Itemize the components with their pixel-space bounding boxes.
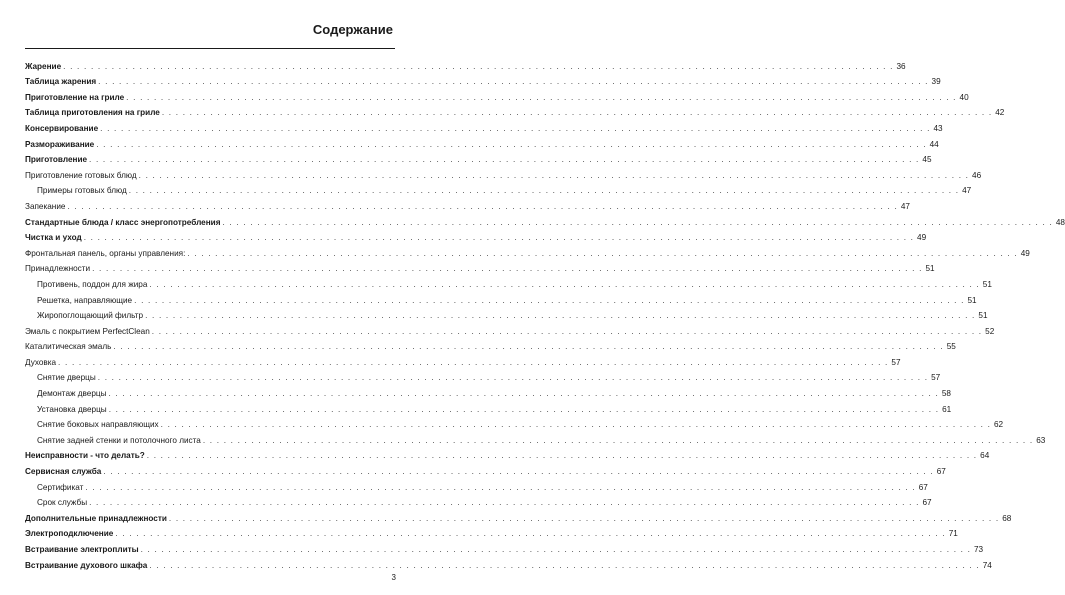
toc-entry[interactable]	[25, 477, 928, 493]
toc-leader-dots: . . . . . . . . . . . . . . . . . . . . . . . . . . . . . . . . . . . . . . . . . . . . . . . . . . . . . . . . . . . . . . . . . . . . . . . . . . . . . . . . . . . . . . . . . . . . . . . . . . . . . . . . . . . . . . . . . . . . . . . .	[161, 108, 993, 118]
toc-leader-dots: . . . . . . . . . . . . . . . . . . . . . . . . . . . . . . . . . . . . . . . . . . . . . . . . . . . . . . . . . . . . . . . . . . . . . . . . . . . . . . . . . . . . . . . . . . . . . . . . . . . . . . . . . . . . . . . . . . . . . . . .	[149, 560, 980, 570]
toc-entry[interactable]	[25, 212, 1065, 228]
toc-entry-label: Чистка и уход	[25, 233, 82, 243]
toc-entry[interactable]	[25, 243, 1030, 259]
toc-entry-page: 39	[931, 77, 941, 87]
toc-entry-page: 68	[1002, 513, 1012, 523]
toc-entry[interactable]	[25, 368, 941, 384]
toc-entry-page: 67	[936, 467, 946, 477]
toc-leader-dots: . . . . . . . . . . . . . . . . . . . . . . . . . . . . . . . . . . . . . . . . . . . . . . . . . . . . . . . . . . . . . . . . . . . . . . . . . . . . . . . . . . . . . . . . . . . . . . . . . . . . . . . . . . . . . . . . . . . . . . . .	[103, 467, 934, 477]
toc-entry-page: 67	[922, 498, 932, 508]
toc-entry[interactable]	[25, 118, 943, 134]
toc-entry-page: 46	[972, 170, 982, 180]
toc-entry[interactable]	[25, 72, 941, 88]
toc-leader-dots: . . . . . . . . . . . . . . . . . . . . . . . . . . . . . . . . . . . . . . . . . . . . . . . . . . . . . . . . . . . . . . . . . . . . . . . . . . . . . . . . . . . . . . . . . . . . . . . . . . . . . . . . . . . . . . . . . . . . . . . .	[96, 139, 927, 149]
toc-entry-page: 47	[962, 186, 972, 196]
toc-entry-label: Примеры готовых блюд	[37, 186, 127, 196]
toc-entry-label: Приготовление	[25, 155, 88, 165]
toc-entry-label: Размораживание	[25, 139, 95, 149]
toc-leader-dots: . . . . . . . . . . . . . . . . . . . . . . . . . . . . . . . . . . . . . . . . . . . . . . . . . . . . . . . . . . . . . . . . . . . . . . . . . . . . . . . . . . . . . . . . . . . . . . . . . . . . . . . . . . . . . . . . . . . . . . . .	[89, 155, 920, 165]
toc-entry-label: Принадлежности	[25, 264, 91, 274]
toc-entry-label: Решетка, направляющие	[37, 295, 133, 305]
toc-leader-dots: . . . . . . . . . . . . . . . . . . . . . . . . . . . . . . . . . . . . . . . . . . . . . . . . . . . . . . . . . . . . . . . . . . . . . . . . . . . . . . . . . . . . . . . . . . . . . . . . . . . . . . . . . . . . . . . . . . . . . . . .	[85, 482, 916, 492]
toc-entry-page: 49	[917, 233, 927, 243]
toc-leader-dots: . . . . . . . . . . . . . . . . . . . . . . . . . . . . . . . . . . . . . . . . . . . . . . . . . . . . . . . . . . . . . . . . . . . . . . . . . . . . . . . . . . . . . . . . . . . . . . . . . . . . . . . . . . . . . . . . . . . . . . . .	[222, 217, 1053, 227]
toc-entry[interactable]	[25, 274, 992, 290]
toc-leader-dots: . . . . . . . . . . . . . . . . . . . . . . . . . . . . . . . . . . . . . . . . . . . . . . . . . . . . . . . . . . . . . . . . . . . . . . . . . . . . . . . . . . . . . . . . . . . . . . . . . . . . . . . . . . . . . . . . . . . . . . . .	[187, 248, 1018, 258]
toc-entry-label: Противень, поддон для жира	[37, 279, 148, 289]
toc-entry[interactable]	[25, 181, 972, 197]
toc-leader-dots: . . . . . . . . . . . . . . . . . . . . . . . . . . . . . . . . . . . . . . . . . . . . . . . . . . . . . . . . . . . . . . . . . . . . . . . . . . . . . . . . . . . . . . . . . . . . . . . . . . . . . . . . . . . . . . . . . . . . . . . .	[115, 529, 946, 539]
toc-leader-dots: . . . . . . . . . . . . . . . . . . . . . . . . . . . . . . . . . . . . . . . . . . . . . . . . . . . . . . . . . . . . . . . . . . . . . . . . . . . . . . . . . . . . . . . . . . . . . . . . . . . . . . . . . . . . . . . . . . . . . . . .	[202, 435, 1034, 445]
toc-leader-dots: . . . . . . . . . . . . . . . . . . . . . . . . . . . . . . . . . . . . . . . . . . . . . . . . . . . . . . . . . . . . . . . . . . . . . . . . . . . . . . . . . . . . . . . . . . . . . . . . . . . . . . . . . . . . . . . . . . . . . . . .	[63, 61, 894, 71]
toc-entry[interactable]	[25, 134, 939, 150]
toc-entry-label: Снятие боковых направляющих	[37, 420, 159, 430]
toc-entry-label: Дополнительные принадлежности	[25, 513, 167, 523]
toc-entry-page: 51	[978, 311, 988, 321]
toc-entry[interactable]	[25, 493, 932, 509]
toc-entry-page: 36	[896, 61, 906, 71]
toc-leader-dots: . . . . . . . . . . . . . . . . . . . . . . . . . . . . . . . . . . . . . . . . . . . . . . . . . . . . . . . . . . . . . . . . . . . . . . . . . . . . . . . . . . . . . . . . . . . . . . . . . . . . . . . . . . . . . . . . . . . . . . . .	[128, 186, 960, 196]
toc-entry-page: 55	[946, 342, 956, 352]
toc-entry-label: Таблица приготовления на гриле	[25, 108, 160, 118]
toc-entry[interactable]	[25, 415, 1004, 431]
toc-entry[interactable]	[25, 524, 958, 540]
toc-leader-dots: . . . . . . . . . . . . . . . . . . . . . . . . . . . . . . . . . . . . . . . . . . . . . . . . . . . . . . . . . . . . . . . . . . . . . . . . . . . . . . . . . . . . . . . . . . . . . . . . . . . . . . . . . . . . . . . . . . . . . . . .	[92, 264, 923, 274]
toc-entry-label: Эмаль с покрытием PerfectClean	[25, 326, 150, 336]
toc-leader-dots: . . . . . . . . . . . . . . . . . . . . . . . . . . . . . . . . . . . . . . . . . . . . . . . . . . . . . . . . . . . . . . . . . . . . . . . . . . . . . . . . . . . . . . . . . . . . . . . . . . . . . . . . . . . . . . . . . . . . . . . .	[58, 357, 889, 367]
toc-entry[interactable]	[25, 165, 982, 181]
toc-entry-page: 58	[941, 389, 951, 399]
toc-entry-page: 57	[891, 357, 901, 367]
toc-entry-label: Приготовление на гриле	[25, 92, 125, 102]
toc-leader-dots: . . . . . . . . . . . . . . . . . . . . . . . . . . . . . . . . . . . . . . . . . . . . . . . . . . . . . . . . . . . . . . . . . . . . . . . . . . . . . . . . . . . . . . . . . . . . . . . . . . . . . . . . . . . . . . . . . . . . . . . .	[160, 420, 992, 430]
toc-leader-dots: . . . . . . . . . . . . . . . . . . . . . . . . . . . . . . . . . . . . . . . . . . . . . . . . . . . . . . . . . . . . . . . . . . . . . . . . . . . . . . . . . . . . . . . . . . . . . . . . . . . . . . . . . . . . . . . . . . . . . . . .	[151, 326, 983, 336]
toc-entry-label: Сервисная служба	[25, 467, 102, 477]
toc-leader-dots: . . . . . . . . . . . . . . . . . . . . . . . . . . . . . . . . . . . . . . . . . . . . . . . . . . . . . . . . . . . . . . . . . . . . . . . . . . . . . . . . . . . . . . . . . . . . . . . . . . . . . . . . . . . . . . . . . . . . . . . .	[146, 451, 978, 461]
toc-entry-label: Стандартные блюда / класс энергопотребления	[25, 217, 221, 227]
toc-entry-label: Запекание	[25, 201, 66, 211]
toc-entry-page: 51	[925, 264, 935, 274]
toc-entry-page: 62	[993, 420, 1004, 430]
toc-leader-dots: . . . . . . . . . . . . . . . . . . . . . . . . . . . . . . . . . . . . . . . . . . . . . . . . . . . . . . . . . . . . . . . . . . . . . . . . . . . . . . . . . . . . . . . . . . . . . . . . . . . . . . . . . . . . . . . . . . . . . . . .	[108, 389, 939, 399]
toc-entry-label: Фронтальная панель, органы управления:	[25, 248, 186, 258]
toc-entry-label: Встраивание духового шкафа	[25, 560, 148, 570]
toc-entry-page: 49	[1020, 248, 1030, 258]
toc-entry-label: Жарение	[25, 61, 62, 71]
toc-leader-dots: . . . . . . . . . . . . . . . . . . . . . . . . . . . . . . . . . . . . . . . . . . . . . . . . . . . . . . . . . . . . . . . . . . . . . . . . . . . . . . . . . . . . . . . . . . . . . . . . . . . . . . . . . . . . . . . . . . . . . . . .	[97, 373, 929, 383]
toc-entry[interactable]	[25, 321, 995, 337]
toc-entry[interactable]	[25, 555, 992, 571]
toc-entry-page: 61	[942, 404, 952, 414]
toc-leader-dots: . . . . . . . . . . . . . . . . . . . . . . . . . . . . . . . . . . . . . . . . . . . . . . . . . . . . . . . . . . . . . . . . . . . . . . . . . . . . . . . . . . . . . . . . . . . . . . . . . . . . . . . . . . . . . . . . . . . . . . . .	[83, 233, 915, 243]
toc-entry-page: 57	[931, 373, 941, 383]
toc-entry-label: Сертификат	[37, 482, 84, 492]
toc-entry[interactable]	[25, 103, 1005, 119]
toc-entry[interactable]	[25, 539, 984, 555]
toc-entry-label: Приготовление готовых блюд	[25, 170, 137, 180]
toc-leader-dots: . . . . . . . . . . . . . . . . . . . . . . . . . . . . . . . . . . . . . . . . . . . . . . . . . . . . . . . . . . . . . . . . . . . . . . . . . . . . . . . . . . . . . . . . . . . . . . . . . . . . . . . . . . . . . . . . . . . . . . . .	[140, 545, 972, 554]
toc-entry-label: Таблица жарения	[25, 77, 97, 87]
page-number: 3	[391, 573, 396, 582]
toc-entry-label: Электроподключение	[25, 529, 114, 539]
toc-entry[interactable]	[25, 461, 946, 477]
toc-entry-page: 67	[918, 482, 928, 492]
toc-entry[interactable]	[25, 446, 990, 462]
toc-entry[interactable]	[25, 228, 927, 244]
toc-entry[interactable]	[25, 259, 935, 275]
toc-entry-page: 64	[980, 451, 990, 461]
toc-leader-dots: . . . . . . . . . . . . . . . . . . . . . . . . . . . . . . . . . . . . . . . . . . . . . . . . . . . . . . . . . . . . . . . . . . . . . . . . . . . . . . . . . . . . . . . . . . . . . . . . . . . . . . . . . . . . . . . . . . . . . . . .	[67, 201, 898, 211]
toc-entry-page: 63	[1036, 435, 1046, 445]
toc-entry-label: Демонтаж дверцы	[37, 389, 107, 399]
toc-entry[interactable]	[25, 290, 977, 306]
toc-entry[interactable]	[25, 150, 932, 166]
toc-entry[interactable]	[25, 508, 1012, 524]
toc-entry-page: 43	[933, 123, 943, 133]
toc-leader-dots: . . . . . . . . . . . . . . . . . . . . . . . . . . . . . . . . . . . . . . . . . . . . . . . . . . . . . . . . . . . . . . . . . . . . . . . . . . . . . . . . . . . . . . . . . . . . . . . . . . . . . . . . . . . . . . . . . . . . . . . .	[168, 513, 1000, 523]
toc-entry[interactable]	[25, 196, 910, 212]
toc-entry[interactable]	[25, 56, 906, 72]
toc-entry-page: 74	[982, 560, 992, 570]
toc-leader-dots: . . . . . . . . . . . . . . . . . . . . . . . . . . . . . . . . . . . . . . . . . . . . . . . . . . . . . . . . . . . . . . . . . . . . . . . . . . . . . . . . . . . . . . . . . . . . . . . . . . . . . . . . . . . . . . . . . . . . . . . .	[126, 92, 957, 102]
toc-entry[interactable]	[25, 306, 988, 322]
toc-entry-page: 40	[959, 92, 969, 102]
toc-entry-label: Снятие задней стенки и потолочного листа	[37, 435, 201, 445]
toc-leader-dots: . . . . . . . . . . . . . . . . . . . . . . . . . . . . . . . . . . . . . . . . . . . . . . . . . . . . . . . . . . . . . . . . . . . . . . . . . . . . . . . . . . . . . . . . . . . . . . . . . . . . . . . . . . . . . . . . . . . . . . . .	[149, 279, 980, 289]
toc-entry-page: 42	[995, 108, 1005, 118]
toc-entry[interactable]	[25, 430, 1046, 446]
page-title: Содержание	[312, 22, 393, 37]
toc-leader-dots: . . . . . . . . . . . . . . . . . . . . . . . . . . . . . . . . . . . . . . . . . . . . . . . . . . . . . . . . . . . . . . . . . . . . . . . . . . . . . . . . . . . . . . . . . . . . . . . . . . . . . . . . . . . . . . . . . . . . . . . .	[100, 123, 931, 133]
toc-entry-label: Встраивание электроплиты	[25, 545, 139, 554]
toc-entry-page: 48	[1055, 217, 1065, 227]
toc-leader-dots: . . . . . . . . . . . . . . . . . . . . . . . . . . . . . . . . . . . . . . . . . . . . . . . . . . . . . . . . . . . . . . . . . . . . . . . . . . . . . . . . . . . . . . . . . . . . . . . . . . . . . . . . . . . . . . . . . . . . . . . .	[113, 342, 944, 352]
toc-entry-label: Каталитическая эмаль	[25, 342, 112, 352]
toc-leader-dots: . . . . . . . . . . . . . . . . . . . . . . . . . . . . . . . . . . . . . . . . . . . . . . . . . . . . . . . . . . . . . . . . . . . . . . . . . . . . . . . . . . . . . . . . . . . . . . . . . . . . . . . . . . . . . . . . . . . . . . . .	[145, 311, 976, 321]
toc-entry[interactable]	[25, 352, 901, 368]
toc-entry-label: Неисправности - что делать?	[25, 451, 145, 461]
toc-entry-page: 45	[922, 155, 932, 165]
toc-entry-label: Консервирование	[25, 123, 99, 133]
toc-entry-label: Духовка	[25, 357, 57, 367]
toc-entry[interactable]	[25, 383, 951, 399]
toc-entry-label: Установка дверцы	[37, 404, 107, 414]
toc-entry-label: Срок службы	[37, 498, 88, 508]
page-header	[25, 18, 395, 49]
toc-entry-page: 73	[973, 545, 984, 554]
toc-leader-dots: . . . . . . . . . . . . . . . . . . . . . . . . . . . . . . . . . . . . . . . . . . . . . . . . . . . . . . . . . . . . . . . . . . . . . . . . . . . . . . . . . . . . . . . . . . . . . . . . . . . . . . . . . . . . . . . . . . . . . . . .	[134, 295, 965, 305]
table-of-contents	[25, 56, 1065, 571]
toc-leader-dots: . . . . . . . . . . . . . . . . . . . . . . . . . . . . . . . . . . . . . . . . . . . . . . . . . . . . . . . . . . . . . . . . . . . . . . . . . . . . . . . . . . . . . . . . . . . . . . . . . . . . . . . . . . . . . . . . . . . . . . . .	[138, 170, 970, 180]
toc-leader-dots: . . . . . . . . . . . . . . . . . . . . . . . . . . . . . . . . . . . . . . . . . . . . . . . . . . . . . . . . . . . . . . . . . . . . . . . . . . . . . . . . . . . . . . . . . . . . . . . . . . . . . . . . . . . . . . . . . . . . . . . .	[108, 404, 940, 414]
toc-entry-page: 47	[900, 201, 910, 211]
toc-entry[interactable]	[25, 399, 952, 415]
toc-entry-label: Снятие дверцы	[37, 373, 96, 383]
toc-entry-page: 52	[985, 326, 995, 336]
toc-entry-page: 51	[967, 295, 977, 305]
toc-entry-page: 71	[948, 529, 958, 539]
toc-entry[interactable]	[25, 87, 969, 103]
toc-leader-dots: . . . . . . . . . . . . . . . . . . . . . . . . . . . . . . . . . . . . . . . . . . . . . . . . . . . . . . . . . . . . . . . . . . . . . . . . . . . . . . . . . . . . . . . . . . . . . . . . . . . . . . . . . . . . . . . . . . . . . . . .	[98, 77, 929, 87]
toc-entry-page: 51	[982, 279, 992, 289]
toc-entry[interactable]	[25, 337, 956, 353]
toc-entry-page: 44	[929, 139, 939, 149]
toc-entry-label: Жиропоглощающий фильтр	[37, 311, 144, 321]
toc-leader-dots: . . . . . . . . . . . . . . . . . . . . . . . . . . . . . . . . . . . . . . . . . . . . . . . . . . . . . . . . . . . . . . . . . . . . . . . . . . . . . . . . . . . . . . . . . . . . . . . . . . . . . . . . . . . . . . . . . . . . . . . .	[89, 498, 920, 508]
